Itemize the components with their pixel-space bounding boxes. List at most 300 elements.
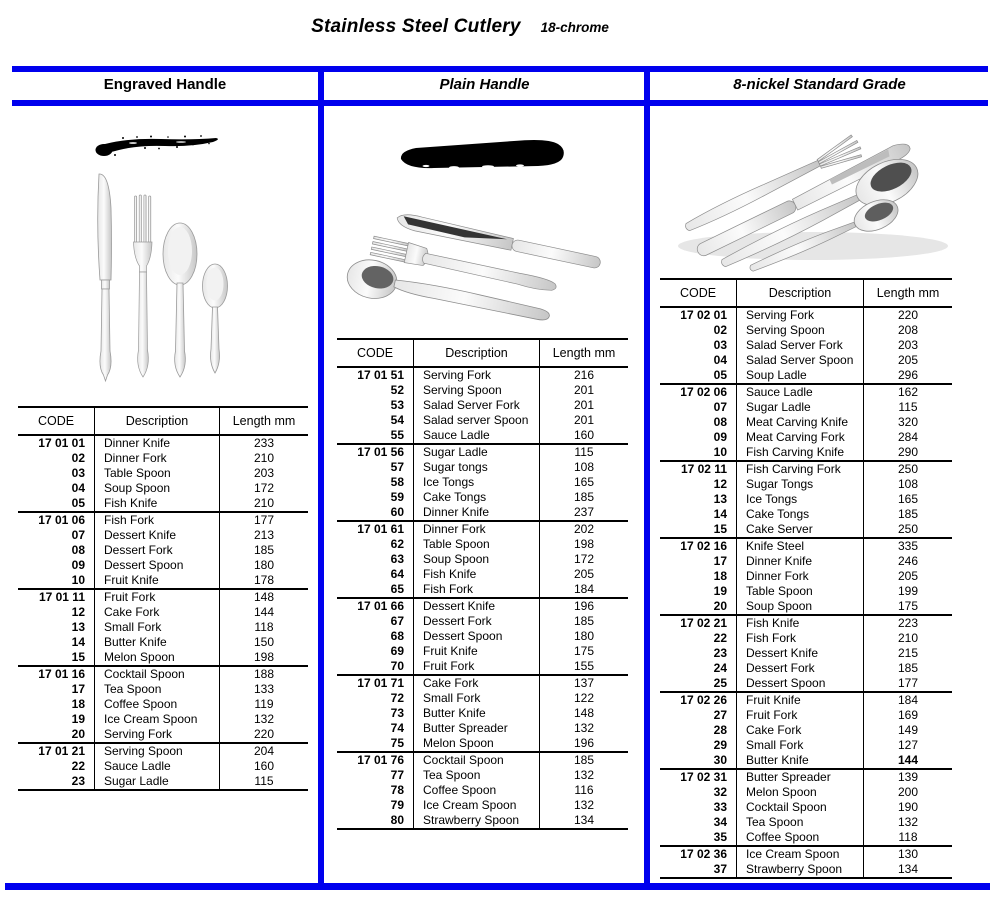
- code-cell: 08: [713, 415, 727, 429]
- description-cell: Sauce Ladle: [414, 428, 540, 444]
- description-cell: Fruit Knife: [414, 644, 540, 659]
- product-group: [18, 666, 308, 743]
- length-cell: 175: [897, 599, 919, 613]
- description-cell: Dinner Fork: [737, 569, 864, 584]
- length-cell: 178: [253, 573, 275, 587]
- length-cell: 188: [253, 667, 275, 681]
- description-cell: Sugar Ladle: [737, 400, 864, 415]
- product-group: [660, 846, 952, 878]
- product-group: [18, 743, 308, 790]
- table-row: [337, 428, 628, 444]
- code-cell: 04: [71, 481, 85, 495]
- table-row: [337, 783, 628, 798]
- description-cell: Soup Spoon: [95, 481, 220, 496]
- code-cell: 68: [390, 629, 404, 643]
- code-cell: 72: [390, 691, 404, 705]
- description-cell: Fruit Fork: [414, 659, 540, 675]
- code-cell: 17 01 21: [38, 744, 85, 758]
- length-cell: 148: [253, 590, 275, 604]
- code-cell: 79: [390, 798, 404, 812]
- table-row: [337, 460, 628, 475]
- length-cell: 133: [253, 682, 275, 696]
- length-cell: 205: [897, 353, 919, 367]
- product-group: [337, 444, 628, 521]
- plain-handle-pattern-image: [396, 136, 568, 176]
- length-cell: 284: [897, 430, 919, 444]
- table-row: [18, 774, 308, 790]
- description-cell: Dinner Fork: [414, 521, 540, 537]
- code-cell: 13: [71, 620, 85, 634]
- table-row: [337, 752, 628, 768]
- table-row: [337, 659, 628, 675]
- product-group: [660, 307, 952, 384]
- code-cell: 58: [390, 475, 404, 489]
- length-cell: 148: [573, 706, 595, 720]
- table-row: [660, 692, 952, 708]
- table-row: [660, 430, 952, 445]
- table-row: [660, 800, 952, 815]
- length-cell: 215: [897, 646, 919, 660]
- engraved-handle-pattern-image: [93, 131, 223, 163]
- length-cell: 233: [253, 436, 275, 450]
- table-row: [337, 798, 628, 813]
- description-cell: Ice Tongs: [737, 492, 864, 507]
- description-cell: Fruit Fork: [95, 589, 220, 605]
- description-cell: Dinner Fork: [95, 451, 220, 466]
- code-cell: 17 01 76: [357, 753, 404, 767]
- length-cell: 213: [253, 528, 275, 542]
- description-cell: Strawberry Spoon: [737, 862, 864, 878]
- table-row: [337, 398, 628, 413]
- description-cell: Sugar Ladle: [95, 774, 220, 790]
- table-row: [660, 769, 952, 785]
- table-row: [337, 644, 628, 659]
- table-row: [660, 631, 952, 646]
- length-cell: 118: [898, 830, 918, 844]
- table-row: [660, 708, 952, 723]
- code-cell: 18: [713, 569, 727, 583]
- product-group: [660, 461, 952, 538]
- description-cell: Coffee Spoon: [95, 697, 220, 712]
- code-cell: 17 02 16: [680, 539, 727, 553]
- table-row: [337, 614, 628, 629]
- code-cell: 30: [713, 753, 727, 767]
- description-cell: Cocktail Spoon: [95, 666, 220, 682]
- table-row: [18, 528, 308, 543]
- description-cell: Sugar Tongs: [737, 477, 864, 492]
- table-row: [660, 615, 952, 631]
- description-cell: Ice Cream Spoon: [737, 846, 864, 862]
- table-row: [660, 599, 952, 615]
- code-cell: 17 02 26: [680, 693, 727, 707]
- table-row: [660, 307, 952, 323]
- description-cell: Tea Spoon: [414, 768, 540, 783]
- description-cell: Butter Spreader: [737, 769, 864, 785]
- code-cell: 15: [713, 522, 727, 536]
- code-cell: 65: [390, 582, 404, 596]
- description-cell: Ice Cream Spoon: [95, 712, 220, 727]
- description-cell: Table Spoon: [737, 584, 864, 599]
- table-row: [660, 461, 952, 477]
- code-cell: 23: [71, 774, 85, 788]
- table-row: [660, 522, 952, 538]
- length-cell: 122: [573, 691, 595, 705]
- table-row: [18, 589, 308, 605]
- description-cell: Fruit Knife: [737, 692, 864, 708]
- table-row: [18, 635, 308, 650]
- length-cell: 115: [254, 774, 274, 788]
- description-cell: Dessert Knife: [414, 598, 540, 614]
- product-group: [337, 675, 628, 752]
- page-subtitle: 18-chrome: [540, 20, 609, 35]
- description-cell: Tea Spoon: [737, 815, 864, 830]
- description-cell: Melon Spoon: [95, 650, 220, 666]
- table-row: [660, 753, 952, 769]
- description-cell: Knife Steel: [737, 538, 864, 554]
- table-row: [660, 676, 952, 692]
- column-header: Description: [737, 279, 864, 307]
- length-cell: 185: [573, 753, 595, 767]
- length-cell: 216: [573, 368, 595, 382]
- length-cell: 185: [253, 543, 275, 557]
- code-cell: 74: [390, 721, 404, 735]
- header-rule: [12, 100, 988, 106]
- code-cell: 02: [71, 451, 85, 465]
- table-row: [660, 815, 952, 830]
- table-row: [18, 666, 308, 682]
- table-header-row: [18, 407, 308, 435]
- description-cell: Serving Spoon: [414, 383, 540, 398]
- length-cell: 180: [573, 629, 595, 643]
- description-cell: Coffee Spoon: [737, 830, 864, 846]
- description-cell: Cake Fork: [95, 605, 220, 620]
- length-cell: 160: [573, 428, 595, 442]
- code-cell: 22: [71, 759, 85, 773]
- section-header-8-nickel: 8-nickel Standard Grade: [733, 76, 906, 93]
- description-cell: Fruit Fork: [737, 708, 864, 723]
- code-cell: 75: [390, 736, 404, 750]
- code-cell: 28: [713, 723, 727, 737]
- table-row: [337, 675, 628, 691]
- length-cell: 220: [253, 727, 275, 741]
- code-cell: 69: [390, 644, 404, 658]
- length-cell: 205: [897, 569, 919, 583]
- table-row: [337, 521, 628, 537]
- product-group: [18, 512, 308, 589]
- length-cell: 134: [897, 862, 919, 876]
- length-cell: 144: [253, 605, 275, 619]
- code-cell: 34: [713, 815, 727, 829]
- page-title: Stainless Steel Cutlery: [311, 16, 521, 37]
- length-cell: 208: [897, 323, 919, 337]
- code-cell: 02: [713, 323, 727, 337]
- code-cell: 09: [71, 558, 85, 572]
- code-cell: 17 02 36: [680, 847, 727, 861]
- table-row: [337, 475, 628, 490]
- description-cell: Meat Carving Knife: [737, 415, 864, 430]
- table-row: [337, 505, 628, 521]
- length-cell: 172: [573, 552, 595, 566]
- length-cell: 335: [897, 539, 919, 553]
- bottom-rule: [5, 883, 990, 890]
- length-cell: 198: [253, 650, 275, 664]
- length-cell: 165: [897, 492, 919, 506]
- length-cell: 200: [897, 785, 919, 799]
- section-header-engraved-handle: Engraved Handle: [103, 76, 227, 93]
- code-cell: 64: [390, 567, 404, 581]
- table-row: [18, 727, 308, 743]
- description-cell: Sugar tongs: [414, 460, 540, 475]
- column-header: Description: [95, 407, 220, 435]
- description-cell: Soup Ladle: [737, 368, 864, 384]
- length-cell: 115: [898, 400, 918, 414]
- engraved-handle-table-container: [18, 406, 308, 791]
- product-group: [660, 538, 952, 615]
- length-cell: 185: [573, 490, 595, 504]
- table-row: [18, 435, 308, 451]
- description-cell: Salad Server Fork: [737, 338, 864, 353]
- code-cell: 27: [713, 708, 727, 722]
- description-cell: Cake Tongs: [737, 507, 864, 522]
- table-row: [660, 554, 952, 569]
- code-cell: 17 01 61: [357, 522, 404, 536]
- code-cell: 17 02 01: [680, 308, 727, 322]
- table-row: [660, 507, 952, 522]
- code-cell: 14: [71, 635, 85, 649]
- description-cell: Sauce Ladle: [95, 759, 220, 774]
- code-cell: 55: [390, 428, 404, 442]
- description-cell: Soup Spoon: [737, 599, 864, 615]
- length-cell: 132: [897, 815, 919, 829]
- product-group: [660, 615, 952, 692]
- description-cell: Cake Fork: [737, 723, 864, 738]
- description-cell: Coffee Spoon: [414, 783, 540, 798]
- length-cell: 185: [573, 614, 595, 628]
- product-group: [18, 435, 308, 512]
- table-header-row: [660, 279, 952, 307]
- code-cell: 04: [713, 353, 727, 367]
- length-cell: 177: [253, 513, 275, 527]
- table-row: [660, 445, 952, 461]
- description-cell: Fish Carving Fork: [737, 461, 864, 477]
- description-cell: Table Spoon: [95, 466, 220, 481]
- length-cell: 210: [253, 496, 275, 510]
- table-row: [337, 768, 628, 783]
- code-cell: 08: [71, 543, 85, 557]
- product-group: [337, 752, 628, 829]
- description-cell: Melon Spoon: [414, 736, 540, 752]
- table-row: [660, 723, 952, 738]
- table-row: [337, 629, 628, 644]
- code-cell: 35: [713, 830, 727, 844]
- description-cell: Cake Fork: [414, 675, 540, 691]
- description-cell: Small Fork: [95, 620, 220, 635]
- table-row: [18, 712, 308, 727]
- column-header: Length mm: [540, 339, 629, 367]
- code-cell: 19: [71, 712, 85, 726]
- code-cell: 14: [713, 507, 727, 521]
- length-cell: 150: [253, 635, 275, 649]
- column-header: CODE: [18, 407, 95, 435]
- length-cell: 184: [897, 693, 919, 707]
- product-group: [337, 367, 628, 444]
- length-cell: 320: [897, 415, 919, 429]
- description-cell: Serving Fork: [414, 367, 540, 383]
- nickel-cutlery-set-image: [658, 112, 973, 272]
- length-cell: 184: [573, 582, 595, 596]
- product-group: [18, 589, 308, 666]
- table-row: [337, 413, 628, 428]
- description-cell: Strawberry Spoon: [414, 813, 540, 829]
- code-cell: 57: [390, 460, 404, 474]
- description-cell: Cake Tongs: [414, 490, 540, 505]
- description-cell: Salad server Spoon: [414, 413, 540, 428]
- description-cell: Serving Fork: [737, 307, 864, 323]
- code-cell: 09: [713, 430, 727, 444]
- table-row: [337, 582, 628, 598]
- code-cell: 19: [713, 584, 727, 598]
- length-cell: 155: [573, 659, 595, 673]
- table-row: [18, 512, 308, 528]
- code-cell: 73: [390, 706, 404, 720]
- description-cell: Small Fork: [414, 691, 540, 706]
- description-cell: Salad Server Fork: [414, 398, 540, 413]
- length-cell: 160: [253, 759, 275, 773]
- length-cell: 108: [573, 460, 595, 474]
- code-cell: 12: [713, 477, 727, 491]
- product-group: [337, 521, 628, 598]
- length-cell: 223: [897, 616, 919, 630]
- length-cell: 134: [573, 813, 595, 827]
- code-cell: 20: [713, 599, 727, 613]
- plain-cutlery-set-image: [336, 188, 611, 333]
- table-row: [660, 477, 952, 492]
- column-header: CODE: [660, 279, 737, 307]
- section-header-plain-handle: Plain Handle: [439, 76, 530, 93]
- table-row: [337, 721, 628, 736]
- table-row: [337, 537, 628, 552]
- code-cell: 77: [390, 768, 404, 782]
- table-row: [18, 650, 308, 666]
- code-cell: 53: [390, 398, 404, 412]
- code-cell: 03: [71, 466, 85, 480]
- length-cell: 169: [897, 708, 919, 722]
- code-cell: 37: [713, 862, 727, 876]
- table-row: [337, 552, 628, 567]
- table-row: [18, 759, 308, 774]
- length-cell: 196: [573, 599, 595, 613]
- code-cell: 10: [713, 445, 727, 459]
- code-cell: 03: [713, 338, 727, 352]
- code-cell: 32: [713, 785, 727, 799]
- description-cell: Ice Tongs: [414, 475, 540, 490]
- code-cell: 17 02 06: [680, 385, 727, 399]
- table-row: [337, 813, 628, 829]
- length-cell: 175: [573, 644, 595, 658]
- product-group: [660, 769, 952, 846]
- code-cell: 13: [713, 492, 727, 506]
- description-cell: Tea Spoon: [95, 682, 220, 697]
- description-cell: Fish Carving Knife: [737, 445, 864, 461]
- length-cell: 201: [573, 383, 595, 397]
- table-row: [337, 706, 628, 721]
- code-cell: 78: [390, 783, 404, 797]
- description-cell: Cocktail Spoon: [414, 752, 540, 768]
- length-cell: 250: [897, 522, 919, 536]
- code-cell: 17 01 06: [38, 513, 85, 527]
- table-row: [337, 444, 628, 460]
- column-header: Length mm: [220, 407, 309, 435]
- length-cell: 132: [573, 721, 595, 735]
- table-row: [660, 400, 952, 415]
- table-row: [660, 738, 952, 753]
- description-cell: Fish Knife: [95, 496, 220, 512]
- code-cell: 18: [71, 697, 85, 711]
- length-cell: 205: [573, 567, 595, 581]
- length-cell: 185: [897, 507, 919, 521]
- description-cell: Dessert Fork: [95, 543, 220, 558]
- code-cell: 07: [71, 528, 85, 542]
- length-cell: 165: [573, 475, 595, 489]
- description-cell: Dinner Knife: [95, 435, 220, 451]
- column-divider-1: [318, 66, 324, 890]
- description-cell: Dessert Spoon: [95, 558, 220, 573]
- code-cell: 24: [713, 661, 727, 675]
- description-cell: Butter Knife: [414, 706, 540, 721]
- length-cell: 203: [897, 338, 919, 352]
- length-cell: 119: [254, 697, 274, 711]
- length-cell: 185: [897, 661, 919, 675]
- length-cell: 237: [573, 505, 595, 519]
- column-divider-2: [644, 66, 650, 890]
- length-cell: 290: [897, 445, 919, 459]
- length-cell: 199: [897, 584, 919, 598]
- column-header: CODE: [337, 339, 414, 367]
- table-row: [337, 383, 628, 398]
- cutlery-table: [18, 406, 308, 791]
- table-row: [337, 691, 628, 706]
- length-cell: 132: [253, 712, 275, 726]
- description-cell: Dinner Knife: [414, 505, 540, 521]
- product-group: [660, 692, 952, 769]
- code-cell: 20: [71, 727, 85, 741]
- table-row: [337, 490, 628, 505]
- length-cell: 198: [573, 537, 595, 551]
- table-row: [18, 558, 308, 573]
- code-cell: 62: [390, 537, 404, 551]
- product-group: [337, 598, 628, 675]
- description-cell: Fruit Knife: [95, 573, 220, 589]
- length-cell: 204: [253, 744, 275, 758]
- table-row: [660, 846, 952, 862]
- table-row: [18, 697, 308, 712]
- table-row: [18, 573, 308, 589]
- table-row: [18, 743, 308, 759]
- plain-handle-table-container: [337, 338, 628, 830]
- table-header-row: [337, 339, 628, 367]
- code-cell: 17 01 51: [357, 368, 404, 382]
- table-row: [18, 543, 308, 558]
- code-cell: 33: [713, 800, 727, 814]
- code-cell: 17 02 11: [680, 462, 727, 476]
- length-cell: 118: [254, 620, 274, 634]
- description-cell: Butter Spreader: [414, 721, 540, 736]
- description-cell: Serving Fork: [95, 727, 220, 743]
- table-row: [660, 368, 952, 384]
- length-cell: 250: [897, 462, 919, 476]
- table-row: [660, 538, 952, 554]
- description-cell: Dinner Knife: [737, 554, 864, 569]
